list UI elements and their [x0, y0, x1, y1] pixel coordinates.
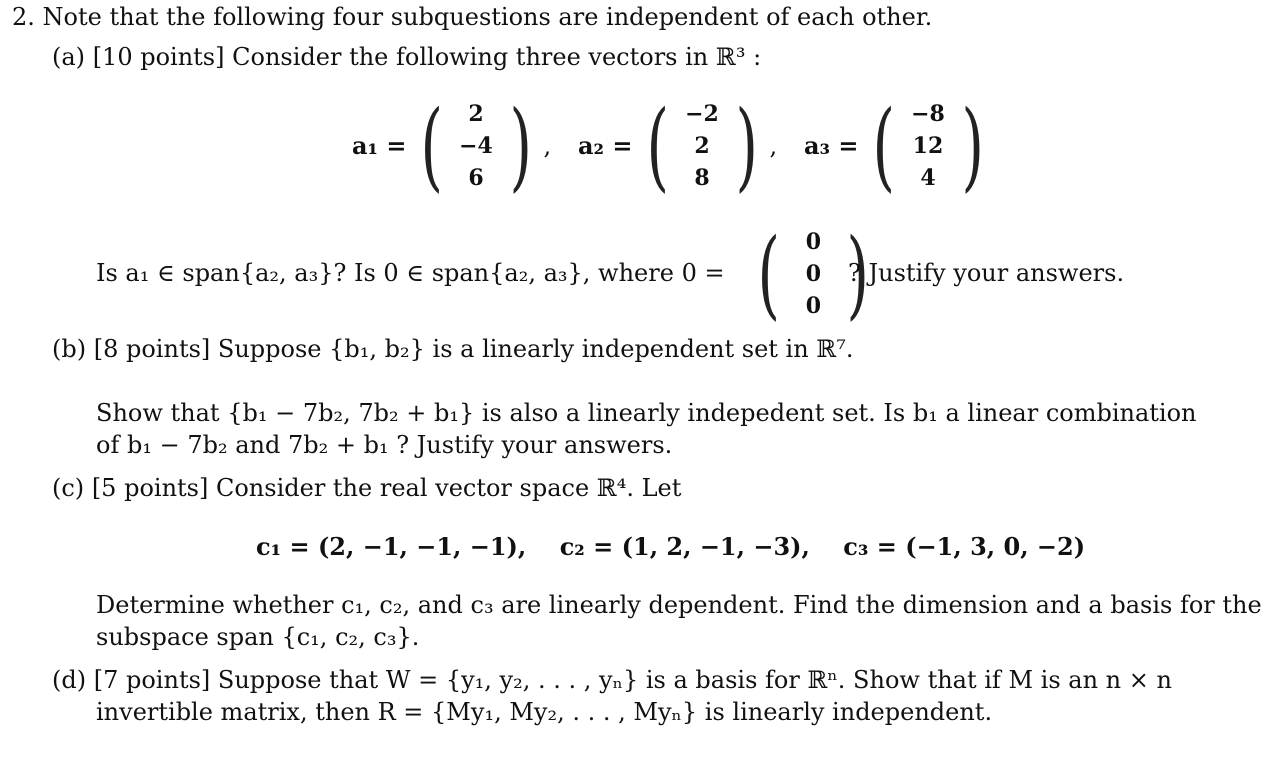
zero-vector: ( 0 0 0 ) — [757, 218, 870, 330]
question-number: 2. — [12, 3, 35, 31]
vector-a1-name: a₁ = — [352, 131, 407, 160]
part-d-line1-wrap — [52, 665, 1172, 695]
entry: 4 — [920, 165, 936, 191]
vector-a2-entries — [676, 98, 728, 194]
part-c-intro: Consider the real vector space ℝ⁴. Let — [215, 474, 682, 502]
part-d-line2: invertible matrix, then R = {My₁, My₂, . . . , Myₙ} is linearly independent. — [96, 698, 993, 726]
vector-a1: a₁ = ( 2 −4 6 ) , — [352, 90, 552, 202]
part-b-line1: Show that {b₁ − 7b₂, 7b₂ + b₁} is also a linearly indepedent set. Is b₁ a linear combination — [96, 399, 1197, 427]
entry: 0 — [805, 229, 822, 255]
question-intro: Note that the following four subquestions are independent of each other. — [42, 3, 933, 31]
entry: 0 — [805, 261, 822, 287]
part-a-question-post: ? Justify your answers. — [848, 259, 1125, 287]
part-c-line1: Determine whether c₁, c₂, and c₃ are linearly dependent. Find the dimension and a basis for the — [96, 591, 1262, 619]
vector-a3-name: a₃ = — [804, 131, 859, 160]
zero-vector-entries — [787, 226, 839, 322]
entry: 8 — [694, 165, 710, 191]
part-c-label: (c) — [52, 474, 85, 502]
entry: 0 — [805, 293, 822, 319]
part-a-points: [10 points] — [92, 43, 225, 71]
part-b-header — [52, 334, 854, 364]
entry: 6 — [468, 165, 484, 191]
part-c-points: [5 points] — [91, 474, 209, 502]
part-a-question-pre: Is a₁ ∈ span{a₂, a₃}? Is 0 ∈ span{a₂, a₃}, where 0 = — [96, 259, 725, 287]
part-c-header — [52, 473, 681, 503]
part-c-vectors: c₁ = (2, −1, −1, −1), c₂ = (1, 2, −1, −3), c₃ = (−1, 3, 0, −2) — [256, 532, 1086, 561]
part-a-header — [52, 42, 761, 72]
part-b-label: (b) — [52, 335, 87, 363]
part-d-line1: Suppose that W = {y₁, y₂, . . . , yₙ} is a basis for ℝⁿ. Show that if M is an n × n — [217, 666, 1172, 694]
part-c-line2: subspace span {c₁, c₂, c₃}. — [96, 623, 420, 651]
entry: −2 — [685, 101, 719, 127]
vector-a3: a₃ = ( −8 12 4 ) — [804, 90, 984, 202]
part-d-points: [7 points] — [93, 666, 211, 694]
part-b-points: [8 points] — [93, 335, 211, 363]
question-header — [12, 2, 932, 32]
part-d-label: (d) — [52, 666, 87, 694]
vector-a1-entries — [450, 98, 502, 194]
entry: −4 — [459, 133, 493, 159]
part-a-intro: Consider the following three vectors in ℝ³ : — [232, 43, 762, 71]
part-b-line2: of b₁ − 7b₂ and 7b₂ + b₁ ? Justify your answers. — [96, 431, 673, 459]
entry: 12 — [912, 133, 944, 159]
separator: , — [769, 132, 778, 160]
vector-a3-entries — [902, 98, 954, 194]
vector-a2-name: a₂ = — [578, 131, 633, 160]
part-a-label: (a) — [52, 43, 86, 71]
part-b-intro: Suppose {b₁, b₂} is a linearly independent set in ℝ⁷. — [217, 335, 854, 363]
entry: 2 — [468, 101, 484, 127]
entry: 2 — [694, 133, 710, 159]
entry: −8 — [911, 101, 945, 127]
separator: , — [543, 132, 552, 160]
vector-a2: a₂ = ( −2 2 8 ) , — [578, 90, 778, 202]
